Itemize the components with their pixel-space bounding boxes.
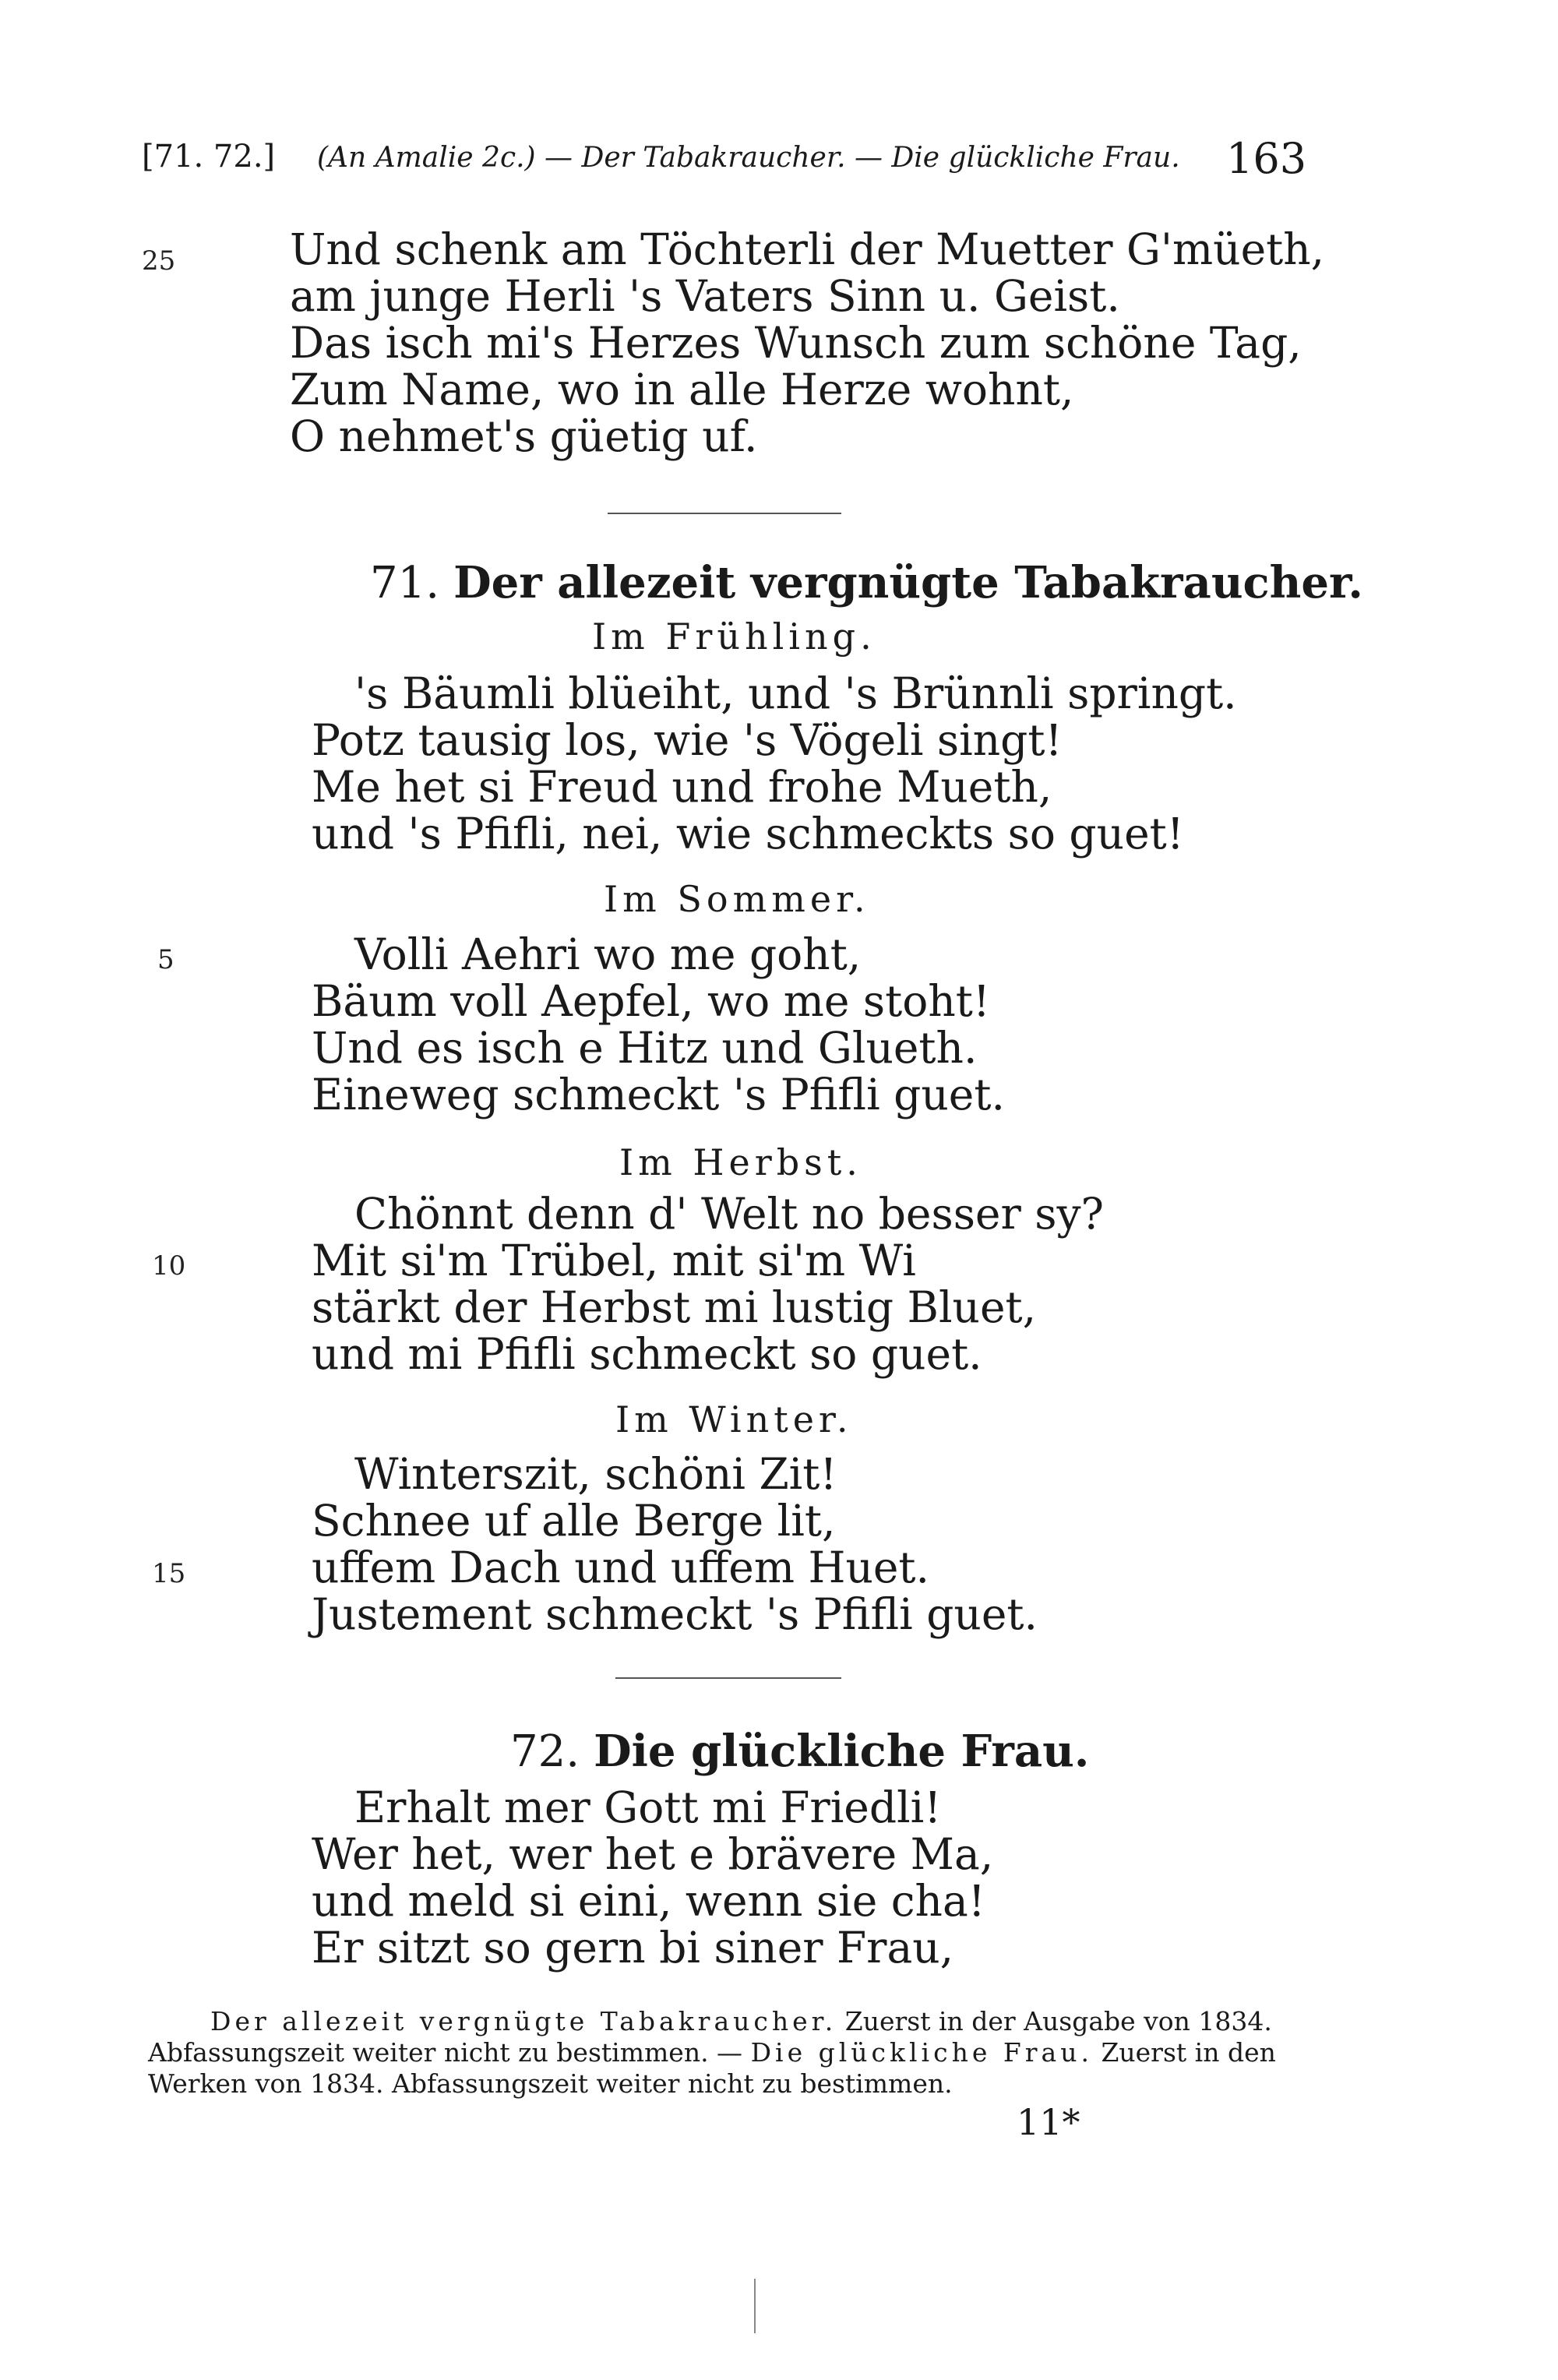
verse-line: Er sitzt so gern bi siner Frau, [312, 1923, 954, 1973]
stanza [312, 1782, 994, 1973]
stanza-heading: Im Sommer. [604, 878, 870, 920]
running-head-section: [71. 72.] [142, 139, 276, 175]
stanza-heading: Im Frühling. [592, 615, 876, 658]
stanza [312, 1189, 1105, 1379]
poem-number: 72. [510, 1726, 580, 1777]
verse-line: Zum Name, wo in alle Herze wohnt, [290, 365, 1074, 414]
verse-line: Schnee uf alle Berge lit, [312, 1496, 836, 1546]
verse-line: stärkt der Herbst mi lustig Bluet, [312, 1282, 1037, 1332]
poem-title [510, 1726, 1089, 1777]
verse-line: am junge Herli 's Vaters Sinn u. Geist. [290, 271, 1120, 321]
scan-artifact [754, 2279, 756, 2333]
poem-title-text: Die glückliche Frau. [594, 1726, 1090, 1777]
running-head [142, 134, 1310, 185]
footnote-line: Werken von 1834. Abfassungszeit weiter nicht zu bestimmen. [148, 2068, 953, 2099]
verse-line: und meld si eini, wenn sie cha! [312, 1876, 985, 1926]
running-head-title: (An Amalie 2c.) — Der Tabakraucher. — Die glückliche Frau. [317, 142, 1180, 174]
verse-line: Erhalt mer Gott mi Friedli! [354, 1782, 942, 1832]
verse-line: Das isch mi's Herzes Wunsch zum schöne Tag, [290, 318, 1302, 368]
signature-mark: 11* [1017, 2101, 1080, 2143]
continuation-stanza [290, 226, 1324, 460]
poem-title [370, 557, 1363, 608]
line-number: 25 [142, 245, 176, 277]
line-number: 15 [152, 1558, 186, 1589]
stanza [312, 1449, 1038, 1639]
verse-line: Und schenk am Töchterli der Muetter G'müeth, [290, 224, 1325, 274]
verse-line: Und es isch e Hitz und Glueth. [312, 1023, 978, 1073]
verse-line: Bäum voll Aepfel, wo me stoht! [312, 976, 990, 1026]
stanza-heading: Im Winter. [615, 1398, 853, 1440]
verse-line: O nehmet's güetig uf. [290, 411, 758, 461]
footnote-title: Die glückliche Frau. [750, 2037, 1093, 2068]
footnote-line [148, 2037, 1317, 2068]
page-number: 163 [1226, 134, 1307, 183]
footnotes [148, 2006, 1317, 2100]
footnote-text: Abfassungszeit weiter nicht zu bestimmen. — [148, 2037, 743, 2068]
stanza-heading: Im Herbst. [619, 1141, 862, 1183]
poem-number: 71. [370, 558, 440, 608]
verse-line: Winterszit, schöni Zit! [354, 1449, 837, 1499]
section-divider [608, 513, 841, 514]
verse-line: und 's Pfifli, nei, wie schmeckts so guet! [312, 809, 1184, 859]
verse-line: 's Bäumli blüeiht, und 's Brünnli springt. [354, 668, 1237, 718]
verse-line: Justement schmeckt 's Pfifli guet. [312, 1589, 1038, 1639]
verse-line: und mi Pfifli schmeckt so guet. [312, 1329, 982, 1379]
footnote-title: Der allezeit vergnügte Tabakraucher. [210, 2006, 837, 2036]
verse-line: Volli Aehri wo me goht, [354, 929, 862, 979]
verse-line: Mit si'm Trübel, mit si'm Wi [312, 1236, 916, 1285]
poem-title-text: Der allezeit vergnügte Tabakraucher. [453, 557, 1363, 608]
stanza [312, 668, 1237, 859]
verse-line: Chönnt denn d' Welt no besser sy? [354, 1189, 1105, 1239]
footnote-text: Zuerst in der Ausgabe von 1834. [844, 2006, 1272, 2036]
section-divider [615, 1677, 841, 1679]
verse-line: Me het si Freud und frohe Mueth, [312, 762, 1052, 812]
verse-line: Potz tausig los, wie 's Vögeli singt! [312, 715, 1063, 765]
line-number: 10 [152, 1250, 186, 1282]
footnote-text: Zuerst in den [1101, 2037, 1276, 2068]
stanza [312, 929, 1005, 1119]
footnote-line [148, 2006, 1317, 2037]
line-number: 5 [157, 944, 174, 975]
verse-line: uffem Dach und uffem Huet. [312, 1543, 930, 1592]
verse-line: Wer het, wer het e brävere Ma, [312, 1829, 994, 1879]
verse-line: Eineweg schmeckt 's Pfifli guet. [312, 1070, 1005, 1119]
